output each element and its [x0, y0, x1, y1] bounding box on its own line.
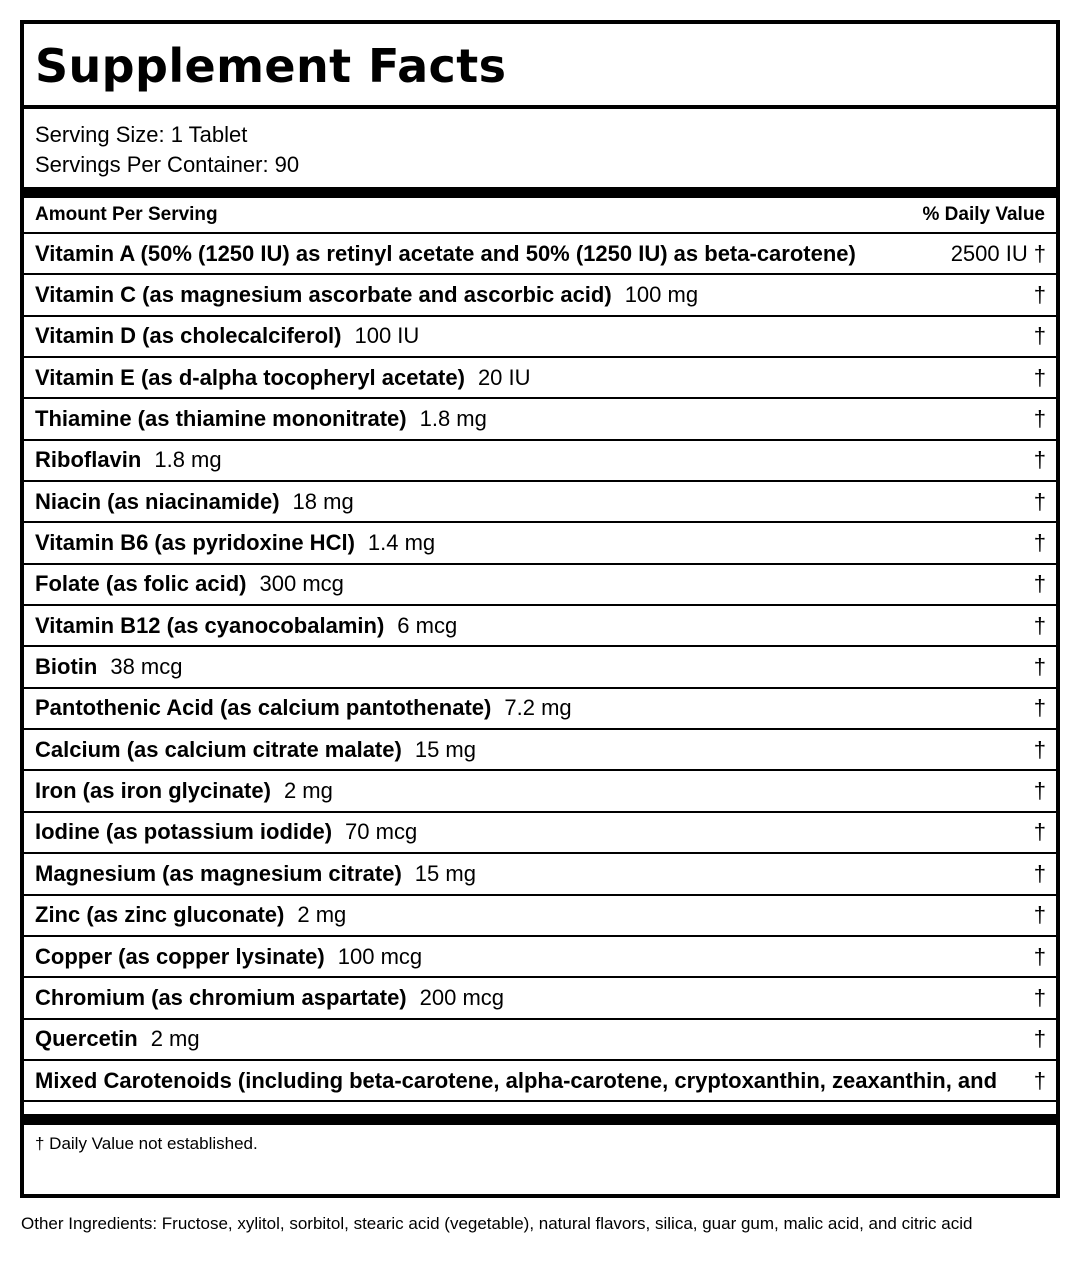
daily-value: †: [1033, 736, 1046, 762]
table-row: [24, 687, 1056, 728]
nutrient-cell: [35, 778, 333, 804]
nutrient-amount: 100 mg: [624, 282, 699, 308]
column-header: [24, 198, 1056, 232]
table-row: [24, 604, 1056, 645]
nutrient-amount: 2 mg: [150, 1026, 200, 1052]
nutrient-amount: 70 mcg: [345, 819, 418, 845]
nutrient-name: Quercetin: [35, 1026, 138, 1052]
daily-value: †: [1033, 406, 1046, 432]
value-cell: [1028, 613, 1046, 639]
nutrient-cell: [35, 365, 531, 391]
nutrient-name: Folate (as folic acid): [35, 571, 247, 597]
supplement-facts-panel: [20, 20, 1060, 1198]
table-row: [24, 811, 1056, 852]
nutrient-name: Vitamin B12 (as cyanocobalamin): [35, 612, 385, 638]
daily-value: †: [1033, 488, 1046, 514]
nutrient-name: Calcium (as calcium citrate malate): [35, 736, 402, 762]
nutrient-cell: [35, 737, 476, 763]
daily-value: †: [1033, 364, 1046, 390]
thick-divider: [24, 187, 1056, 198]
thick-divider-bottom: [24, 1114, 1056, 1125]
nutrient-amount: 15 mg: [414, 860, 476, 886]
value-cell: [1028, 489, 1046, 515]
value-cell: [1028, 447, 1046, 473]
nutrient-amount: 1.8 mg: [154, 447, 222, 473]
daily-value-label: % Daily Value: [922, 204, 1045, 225]
nutrient-cell: [35, 819, 417, 845]
daily-value: †: [1033, 819, 1046, 845]
daily-value: †: [1033, 778, 1046, 804]
nutrient-cell: [35, 447, 222, 473]
nutrient-cell: [35, 902, 346, 928]
daily-value: †: [1033, 1067, 1046, 1093]
nutrient-amount: 200 mcg: [419, 984, 505, 1010]
nutrient-name: Chromium (as chromium aspartate): [35, 984, 407, 1010]
nutrient-cell: [35, 1026, 200, 1052]
value-cell: [1028, 861, 1046, 887]
serving-info: [24, 109, 1056, 187]
table-row: [24, 1059, 1056, 1100]
value-cell: [1028, 695, 1046, 721]
nutrient-cell: [35, 530, 435, 556]
nutrient-name: Riboflavin: [35, 447, 142, 473]
nutrient-name: Iodine (as potassium iodide): [35, 819, 333, 845]
nutrient-amount: 38 mcg: [110, 654, 183, 680]
value-cell: [1028, 406, 1046, 432]
daily-value: †: [1033, 530, 1046, 556]
table-row: [24, 232, 1056, 273]
other-ingredients: Other Ingredients: Fructose, xylitol, sorbitol, stearic acid (vegetable), natural flavors, silica, guar gum, malic acid, and citric acid: [21, 1214, 973, 1233]
nutrient-name: Iron (as iron glycinate): [35, 778, 271, 804]
daily-value: †: [1033, 240, 1046, 266]
nutrient-cell: [35, 282, 698, 308]
nutrient-amount: 6 mcg: [397, 612, 458, 638]
nutrient-name: Magnesium (as magnesium citrate): [35, 860, 402, 886]
nutrient-name: Vitamin A (50% (1250 IU) as retinyl acetate and 50% (1250 IU) as beta-carotene): [35, 240, 856, 266]
servings-per-container: Servings Per Container: 90: [35, 152, 300, 177]
table-row: [24, 356, 1056, 397]
table-row: [24, 976, 1056, 1017]
daily-value: †: [1033, 654, 1046, 680]
table-row: [24, 397, 1056, 438]
table-row: [24, 769, 1056, 810]
nutrient-cell: [35, 323, 419, 349]
nutrient-cell: [35, 613, 457, 639]
table-row: [24, 852, 1056, 893]
nutrient-name: Vitamin B6 (as pyridoxine HCl): [35, 530, 355, 556]
nutrient-name: Niacin (as niacinamide): [35, 488, 280, 514]
table-end-row: [24, 1100, 1056, 1114]
serving-size: Serving Size: 1 Tablet: [35, 122, 248, 147]
value-cell: [1028, 1026, 1046, 1052]
value-cell: [938, 241, 1046, 267]
nutrient-table: [24, 232, 1056, 1100]
daily-value: †: [1033, 695, 1046, 721]
nutrient-name: Vitamin C (as magnesium ascorbate and ascorbic acid): [35, 282, 612, 308]
daily-value: †: [1033, 282, 1046, 308]
nutrient-amount: 18 mg: [292, 488, 354, 514]
nutrient-cell: [35, 944, 422, 970]
nutrient-amount: 100 mcg: [337, 943, 423, 969]
table-row: [24, 315, 1056, 356]
table-row: [24, 563, 1056, 604]
nutrient-cell: [35, 406, 487, 432]
daily-value: †: [1033, 943, 1046, 969]
nutrient-amount: 2 mg: [283, 778, 333, 804]
daily-value: †: [1033, 1026, 1046, 1052]
nutrient-amount: 20 IU: [477, 364, 531, 390]
footnote: † Daily Value not established.: [35, 1134, 258, 1154]
value-cell: [1028, 571, 1046, 597]
nutrient-amount: 2 mg: [297, 902, 347, 928]
nutrient-name: Vitamin D (as cholecalciferol): [35, 323, 342, 349]
value-cell: [1028, 902, 1046, 928]
value-cell: [1028, 365, 1046, 391]
value-cell: [1028, 985, 1046, 1011]
value-cell: [1028, 819, 1046, 845]
daily-value: †: [1033, 323, 1046, 349]
nutrient-cell: [35, 861, 476, 887]
nutrient-name: Vitamin E (as d-alpha tocopheryl acetate): [35, 364, 465, 390]
value-cell: [1028, 323, 1046, 349]
daily-value: †: [1033, 984, 1046, 1010]
nutrient-name: Zinc (as zinc gluconate): [35, 902, 285, 928]
table-row: [24, 439, 1056, 480]
table-row: [24, 521, 1056, 562]
value-cell: [1028, 778, 1046, 804]
nutrient-name: Biotin: [35, 654, 98, 680]
daily-value: †: [1033, 902, 1046, 928]
nutrient-amount: 100 IU: [354, 323, 420, 349]
nutrient-cell: [35, 571, 344, 597]
table-row: [24, 1018, 1056, 1059]
nutrient-amount: 300 mcg: [259, 571, 344, 597]
nutrient-cell: [35, 695, 572, 721]
nutrient-cell: [35, 489, 354, 515]
value-cell: [1028, 530, 1046, 556]
value-cell: [1028, 737, 1046, 763]
value-cell: [1028, 944, 1046, 970]
nutrient-name: Pantothenic Acid (as calcium pantothenate): [35, 695, 492, 721]
table-row: [24, 935, 1056, 976]
nutrient-cell: [35, 985, 504, 1011]
nutrient-amount: 1.8 mg: [419, 406, 487, 432]
table-row: [24, 894, 1056, 935]
amount-per-serving-label: Amount Per Serving: [35, 204, 218, 225]
value-cell: [1028, 654, 1046, 680]
nutrient-cell: [35, 1068, 997, 1094]
table-row: [24, 480, 1056, 521]
panel-title: Supplement Facts: [35, 39, 507, 93]
daily-value: †: [1033, 860, 1046, 886]
nutrient-name: Thiamine (as thiamine mononitrate): [35, 406, 407, 432]
nutrient-amount: 7.2 mg: [504, 695, 572, 721]
daily-value: †: [1033, 612, 1046, 638]
nutrient-amount: 15 mg: [414, 736, 476, 762]
table-row: [24, 273, 1056, 314]
nutrient-name: Copper (as copper lysinate): [35, 943, 325, 969]
nutrient-amount: 2500 IU: [950, 240, 1028, 266]
nutrient-cell: [35, 241, 856, 267]
nutrient-name: Mixed Carotenoids (including beta-carotene, alpha-carotene, cryptoxanthin, zeaxanthin, and: [35, 1067, 998, 1093]
daily-value: †: [1033, 447, 1046, 473]
value-cell: [1028, 282, 1046, 308]
nutrient-amount: 1.4 mg: [367, 530, 436, 556]
table-row: [24, 728, 1056, 769]
nutrient-cell: [35, 654, 182, 680]
daily-value: †: [1033, 571, 1046, 597]
table-row: [24, 645, 1056, 686]
